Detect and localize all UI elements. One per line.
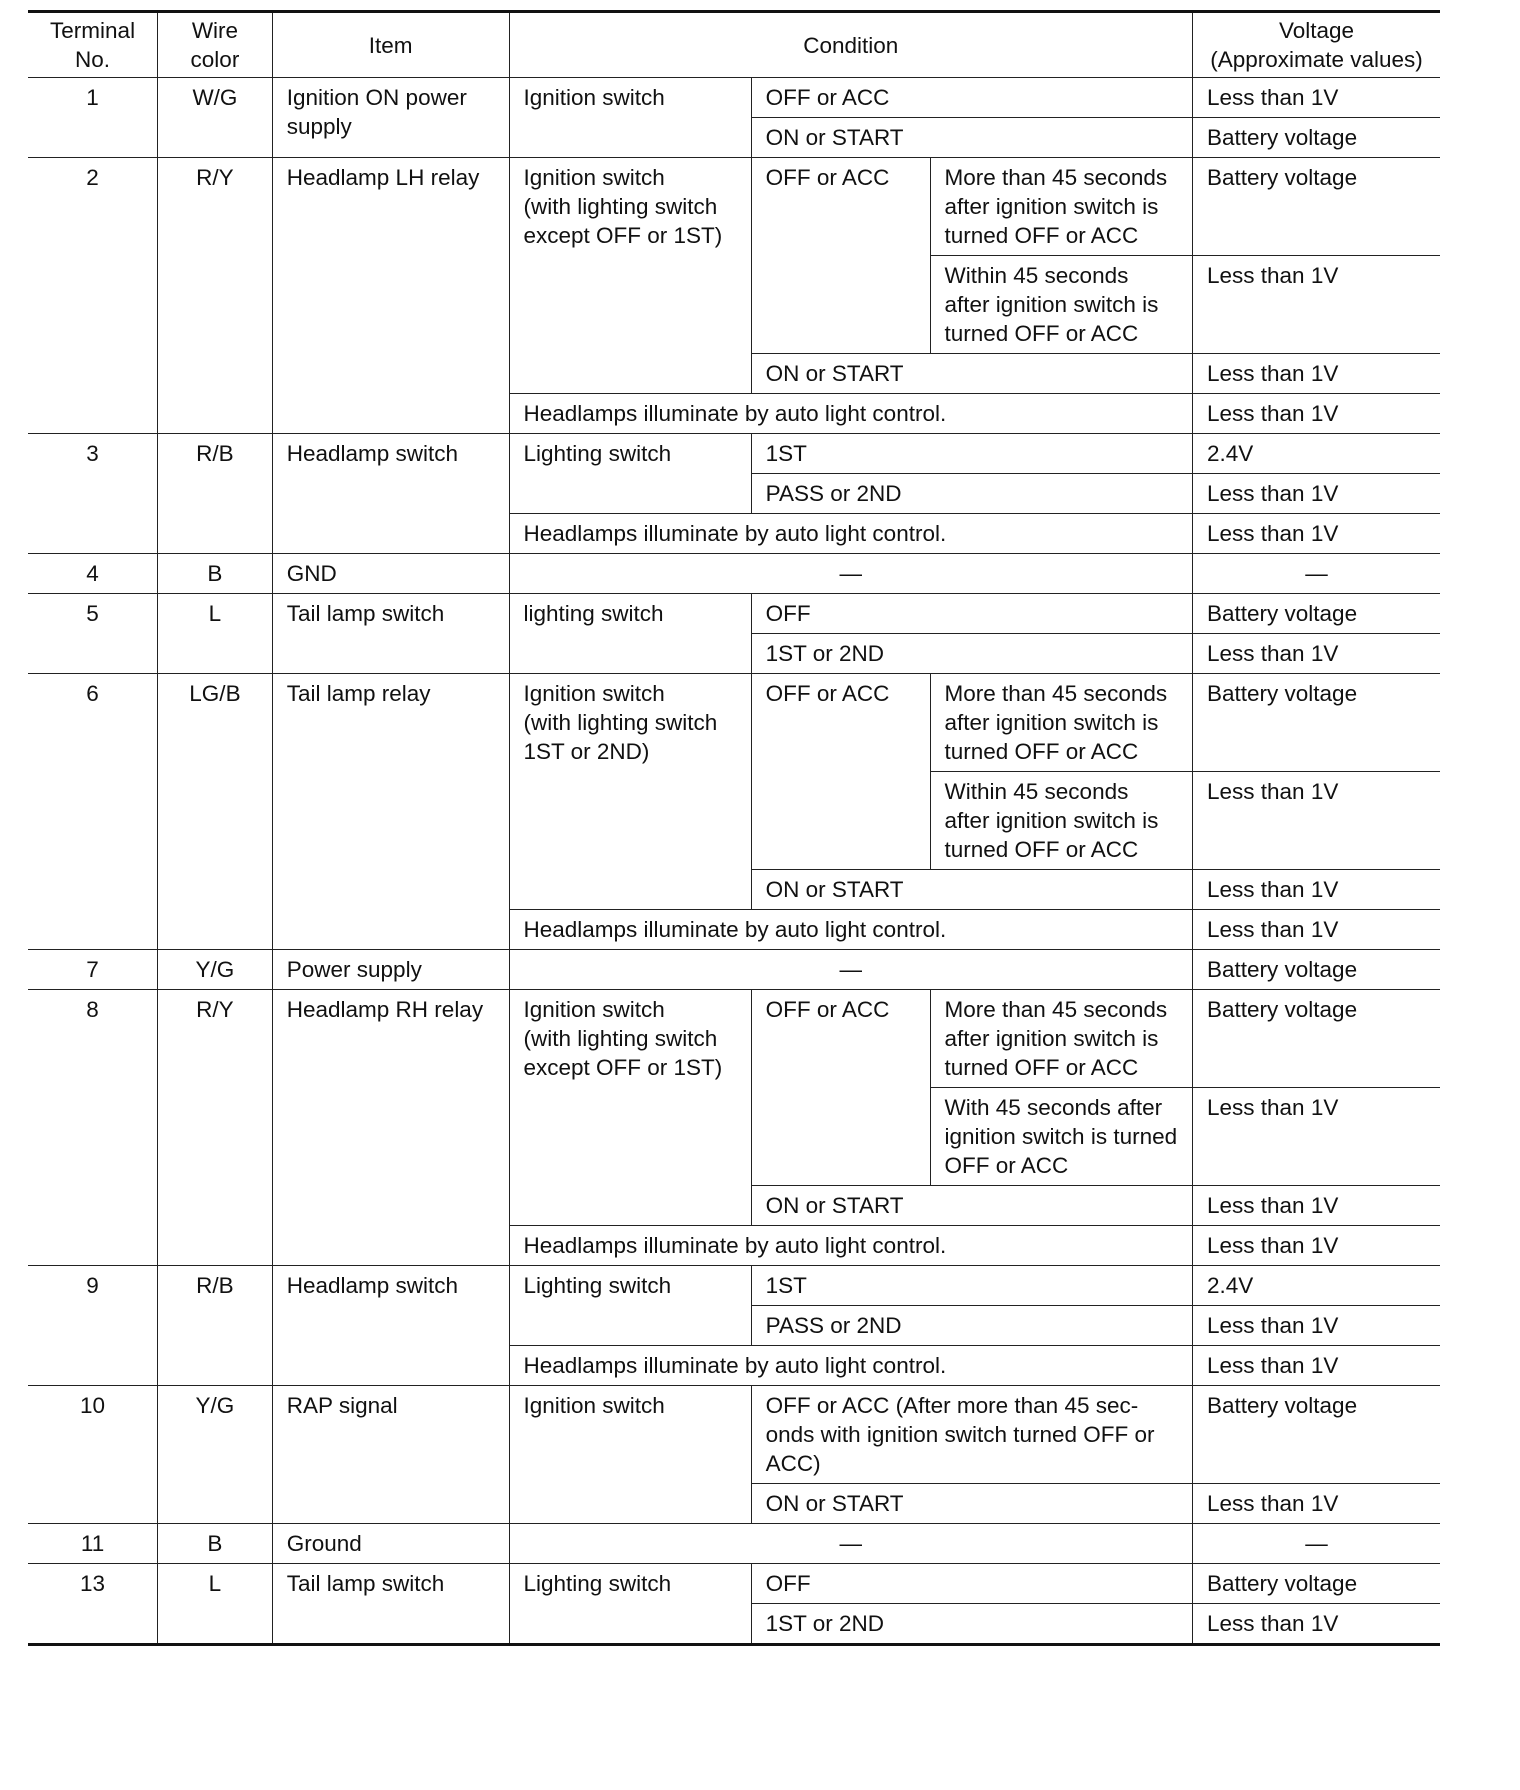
- condition-state: ON or START: [751, 354, 1192, 394]
- item: Tail lamp switch: [272, 1564, 509, 1645]
- item: Headlamp RH relay: [272, 990, 509, 1266]
- header-terminal-no: Terminal No.: [28, 12, 158, 78]
- terminal-no: 11: [28, 1524, 158, 1564]
- terminal-no: 8: [28, 990, 158, 1266]
- table-row: [28, 1564, 1440, 1604]
- condition-state: ON or START: [751, 1484, 1192, 1524]
- voltage: Battery voltage: [1193, 990, 1441, 1088]
- item: Headlamp switch: [272, 434, 509, 554]
- terminal-no: 7: [28, 950, 158, 990]
- condition-state: 1ST: [751, 434, 1192, 474]
- wire-color: R/B: [158, 434, 273, 554]
- condition-auto-light: Headlamps illuminate by auto light control.: [509, 1346, 1193, 1386]
- condition-detail: With 45 seconds after ignition switch is turned OFF or ACC: [930, 1088, 1193, 1186]
- voltage: Less than 1V: [1193, 474, 1441, 514]
- table-row: [28, 158, 1440, 256]
- wire-color: L: [158, 1564, 273, 1645]
- wire-color: L: [158, 594, 273, 674]
- condition-detail: More than 45 seconds after ignition switch is turned OFF or ACC: [930, 990, 1193, 1088]
- condition-state: 1ST: [751, 1266, 1192, 1306]
- wire-color: Y/G: [158, 1386, 273, 1524]
- item: Ignition ON power supply: [272, 78, 509, 158]
- condition-state: PASS or 2ND: [751, 1306, 1192, 1346]
- condition-state: OFF or ACC: [751, 990, 930, 1186]
- condition-state: ON or START: [751, 1186, 1192, 1226]
- condition-state: OFF: [751, 594, 1192, 634]
- condition-state: ON or START: [751, 118, 1192, 158]
- voltage: Less than 1V: [1193, 1226, 1441, 1266]
- item: Power supply: [272, 950, 509, 990]
- condition-switch: Ignition switch (with lighting switch 1ST or 2ND): [509, 674, 751, 910]
- wire-color: W/G: [158, 78, 273, 158]
- voltage: Less than 1V: [1193, 354, 1441, 394]
- voltage: 2.4V: [1193, 434, 1441, 474]
- header-item: Item: [272, 12, 509, 78]
- table-row: [28, 554, 1440, 594]
- condition-switch: lighting switch: [509, 594, 751, 674]
- voltage: Battery voltage: [1193, 950, 1441, 990]
- voltage: Less than 1V: [1193, 78, 1441, 118]
- terminal-no: 10: [28, 1386, 158, 1524]
- table-row: [28, 990, 1440, 1088]
- wire-color: R/Y: [158, 990, 273, 1266]
- terminal-no: 1: [28, 78, 158, 158]
- voltage: Less than 1V: [1193, 634, 1441, 674]
- condition-switch: Lighting switch: [509, 1564, 751, 1645]
- condition-none: —: [509, 950, 1193, 990]
- item: Tail lamp relay: [272, 674, 509, 950]
- wire-color: B: [158, 1524, 273, 1564]
- voltage: —: [1193, 1524, 1441, 1564]
- voltage: Battery voltage: [1193, 674, 1441, 772]
- condition-detail: More than 45 seconds after ignition switch is turned OFF or ACC: [930, 158, 1193, 256]
- condition-state: 1ST or 2ND: [751, 634, 1192, 674]
- wire-color: B: [158, 554, 273, 594]
- header-wire-color: Wire color: [158, 12, 273, 78]
- condition-auto-light: Headlamps illuminate by auto light control.: [509, 910, 1193, 950]
- voltage: Less than 1V: [1193, 772, 1441, 870]
- voltage: Less than 1V: [1193, 1484, 1441, 1524]
- condition-switch: Ignition switch (with lighting switch except OFF or 1ST): [509, 990, 751, 1226]
- wire-color: R/B: [158, 1266, 273, 1386]
- condition-auto-light: Headlamps illuminate by auto light control.: [509, 1226, 1193, 1266]
- voltage: Less than 1V: [1193, 1088, 1441, 1186]
- voltage: Less than 1V: [1193, 910, 1441, 950]
- condition-state: OFF: [751, 1564, 1192, 1604]
- condition-auto-light: Headlamps illuminate by auto light control.: [509, 514, 1193, 554]
- header-voltage: Voltage (Approximate values): [1193, 12, 1441, 78]
- condition-state: OFF or ACC: [751, 674, 930, 870]
- condition-state: PASS or 2ND: [751, 474, 1192, 514]
- voltage: Battery voltage: [1193, 118, 1441, 158]
- condition-state: OFF or ACC: [751, 78, 1192, 118]
- voltage: Battery voltage: [1193, 1386, 1441, 1484]
- wire-color: R/Y: [158, 158, 273, 434]
- voltage: Battery voltage: [1193, 1564, 1441, 1604]
- wire-color: Y/G: [158, 950, 273, 990]
- table-row: [28, 78, 1440, 118]
- voltage: Less than 1V: [1193, 1604, 1441, 1645]
- voltage: Less than 1V: [1193, 1346, 1441, 1386]
- condition-none: —: [509, 554, 1193, 594]
- table-row: [28, 950, 1440, 990]
- voltage: Less than 1V: [1193, 256, 1441, 354]
- voltage: Less than 1V: [1193, 870, 1441, 910]
- terminal-no: 9: [28, 1266, 158, 1386]
- voltage: Less than 1V: [1193, 514, 1441, 554]
- voltage: Less than 1V: [1193, 1306, 1441, 1346]
- item: Headlamp switch: [272, 1266, 509, 1386]
- header-row: [28, 12, 1440, 78]
- voltage: 2.4V: [1193, 1266, 1441, 1306]
- voltage: Battery voltage: [1193, 594, 1441, 634]
- table-row: [28, 1266, 1440, 1306]
- wire-color: LG/B: [158, 674, 273, 950]
- terminal-no: 2: [28, 158, 158, 434]
- item: Headlamp LH relay: [272, 158, 509, 434]
- terminal-no: 6: [28, 674, 158, 950]
- condition-state: 1ST or 2ND: [751, 1604, 1192, 1645]
- voltage: Battery voltage: [1193, 158, 1441, 256]
- table-row: [28, 434, 1440, 474]
- condition-switch: Ignition switch: [509, 78, 751, 158]
- condition-detail: Within 45 seconds after ignition switch is turned OFF or ACC: [930, 256, 1193, 354]
- terminal-no: 13: [28, 1564, 158, 1645]
- terminal-voltage-table-container: [28, 10, 1440, 1646]
- item: RAP signal: [272, 1386, 509, 1524]
- condition-detail: Within 45 seconds after ignition switch is turned OFF or ACC: [930, 772, 1193, 870]
- table-row: [28, 674, 1440, 772]
- condition-state: OFF or ACC (After more than 45 sec-onds with ignition switch turned OFF or ACC): [751, 1386, 1192, 1484]
- condition-state: ON or START: [751, 870, 1192, 910]
- condition-switch: Lighting switch: [509, 434, 751, 514]
- table-row: [28, 1524, 1440, 1564]
- table-row: [28, 594, 1440, 634]
- terminal-no: 4: [28, 554, 158, 594]
- condition-auto-light: Headlamps illuminate by auto light control.: [509, 394, 1193, 434]
- table-row: [28, 1386, 1440, 1484]
- item: Tail lamp switch: [272, 594, 509, 674]
- voltage: Less than 1V: [1193, 394, 1441, 434]
- terminal-voltage-table: [28, 10, 1440, 1646]
- item: Ground: [272, 1524, 509, 1564]
- terminal-no: 3: [28, 434, 158, 554]
- condition-switch: Ignition switch (with lighting switch except OFF or 1ST): [509, 158, 751, 394]
- condition-state: OFF or ACC: [751, 158, 930, 354]
- item: GND: [272, 554, 509, 594]
- condition-none: —: [509, 1524, 1193, 1564]
- condition-switch: Ignition switch: [509, 1386, 751, 1524]
- terminal-no: 5: [28, 594, 158, 674]
- voltage: —: [1193, 554, 1441, 594]
- condition-switch: Lighting switch: [509, 1266, 751, 1346]
- header-condition: Condition: [509, 12, 1193, 78]
- condition-detail: More than 45 seconds after ignition switch is turned OFF or ACC: [930, 674, 1193, 772]
- voltage: Less than 1V: [1193, 1186, 1441, 1226]
